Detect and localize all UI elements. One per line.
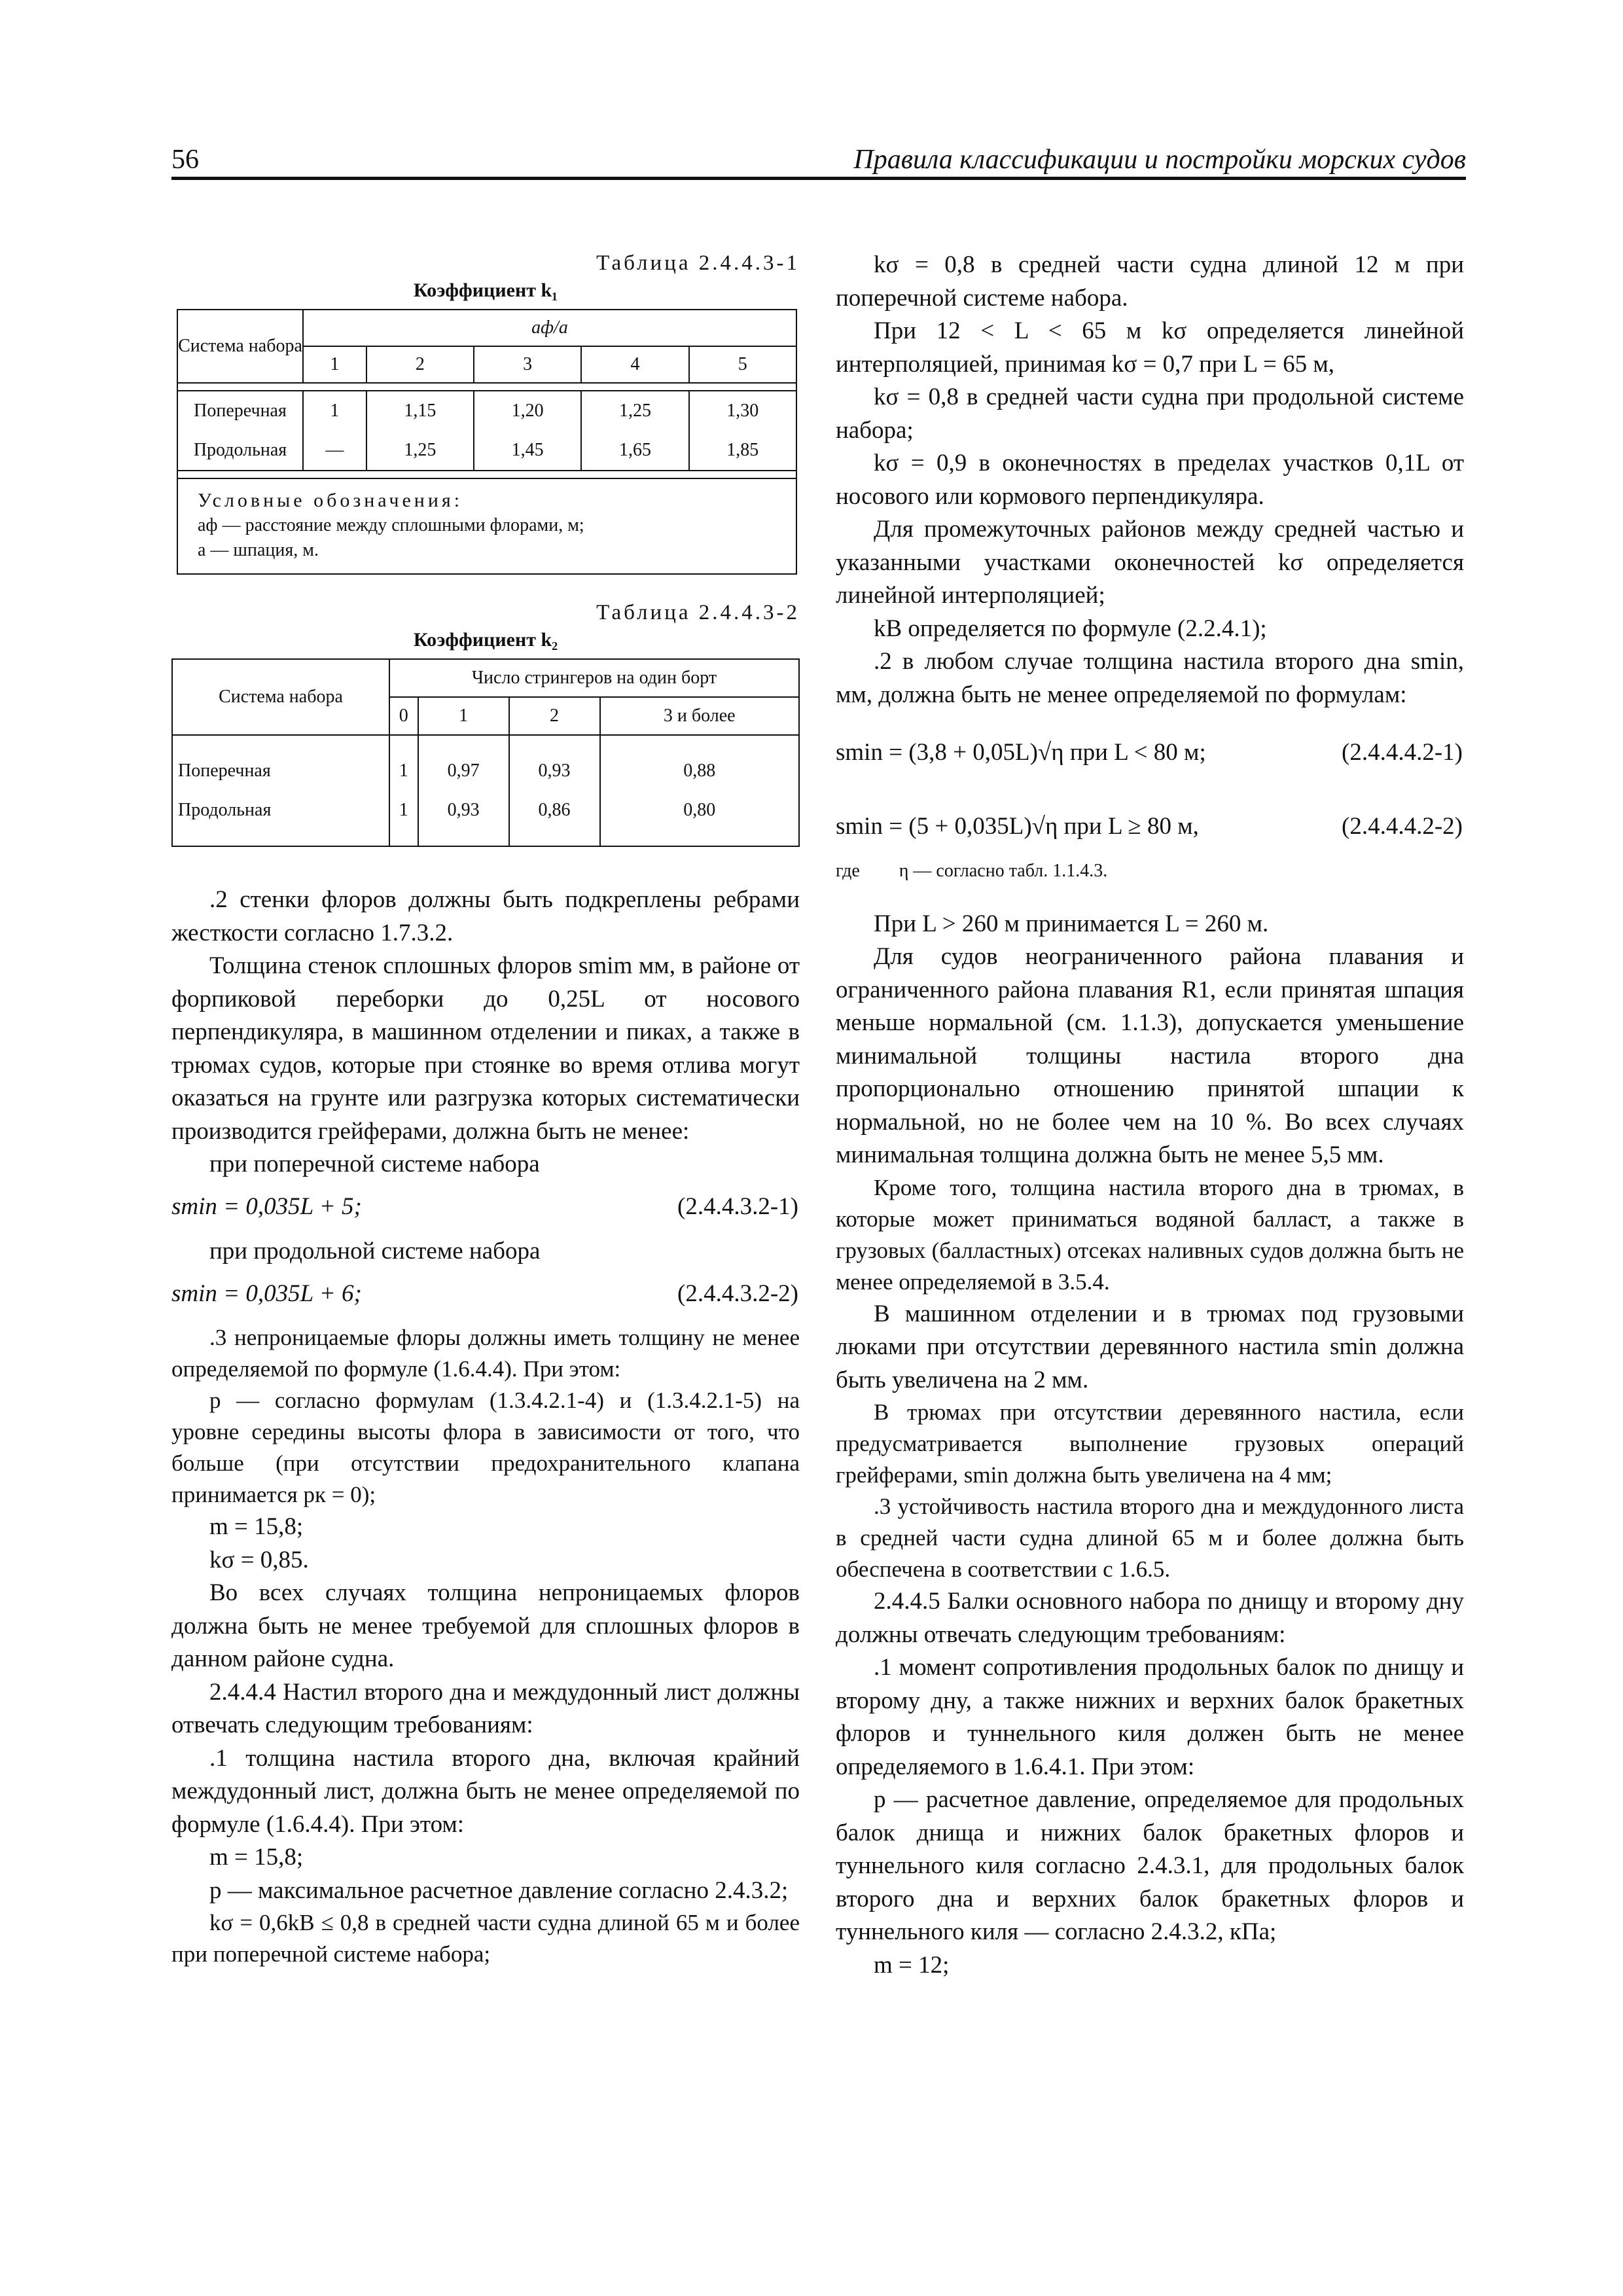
table1-legend bbox=[177, 478, 796, 574]
formula bbox=[171, 1278, 800, 1311]
table-row bbox=[177, 431, 796, 471]
formula-number: (2.4.4.3.2-2) bbox=[677, 1280, 798, 1307]
formula-number: (2.4.4.4.2-1) bbox=[1342, 739, 1463, 766]
table-row bbox=[172, 735, 799, 791]
legend-line: aф — расстояние между сплошными флорами, м; bbox=[198, 515, 584, 535]
page-number: 56 bbox=[171, 145, 199, 175]
formula-expression: smin = (3,8 + 0,05L)√η при L < 80 м; bbox=[836, 739, 1206, 766]
table2-colnum: 1 bbox=[418, 697, 509, 735]
table-cell: 0,86 bbox=[509, 791, 600, 846]
paragraph: .1 момент сопротивления продольных балок по днищу и второму дну, а также нижних и верхних балок бракетных флоров и туннельного киля должен быть не менее определяемого в 1.6.4.1. При этом: bbox=[836, 1654, 1464, 1780]
table2-header-stringers: Число стрингеров на один борт bbox=[389, 659, 799, 697]
paragraph: При 12 < L < 65 м kσ определяется линейной интерполяцией, принимая kσ = 0,7 при L = 65 м, bbox=[836, 317, 1464, 378]
legend-title: Условные обозначения: bbox=[198, 490, 463, 511]
table1-title: Коэффициент k₁ bbox=[413, 279, 558, 301]
table2-colnum: 0 bbox=[389, 697, 418, 735]
paragraph: .2 стенки флоров должны быть подкреплены ребрами жесткости согласно 1.7.3.2. bbox=[171, 886, 800, 946]
table-cell: 0,93 bbox=[509, 735, 600, 791]
left-column bbox=[171, 249, 800, 1970]
paragraph: .3 непроницаемые флоры должны иметь толщину не менее определяемой по формуле (1.6.4.4). При этом: bbox=[171, 1325, 800, 1382]
table-cell: 0,93 bbox=[418, 791, 509, 846]
paragraph: kσ = 0,8 в средней части судна при продольной системе набора; bbox=[836, 384, 1464, 444]
header-rule bbox=[171, 177, 1466, 180]
paragraph: p — расчетное давление, определяемое для продольных балок днища и нижних балок бракетных флоров и туннельного киля согласно 2.4.3.1, для продольных балок второго дна и верхних балок бракетных флоров и туннельного киля — согласно 2.4.3.2, кПа; bbox=[836, 1786, 1464, 1945]
table-cell: 1 bbox=[303, 391, 366, 431]
table2-coefficient-k2 bbox=[171, 658, 800, 847]
legend-line: a — шпация, м. bbox=[198, 540, 319, 560]
paragraph: 2.4.4.4 Настил второго дна и междудонный лист должны отвечать следующим требованиям: bbox=[171, 1678, 800, 1738]
paragraph: Кроме того, толщина настила второго дна в трюмах, в которые может приниматься водяной балласт, а также в грузовых (балластных) отсеках наливных судов должна быть не менее определяемой в 3.5.4. bbox=[836, 1174, 1464, 1295]
table2-row-name: Продольная bbox=[172, 791, 389, 846]
table2-title: Коэффициент k₂ bbox=[413, 629, 558, 651]
table1-row-name: Продольная bbox=[177, 431, 303, 471]
table1-header-ratio: aф/a bbox=[303, 310, 796, 346]
table-cell: 1,45 bbox=[474, 431, 581, 471]
where-word: где bbox=[836, 861, 860, 881]
paragraph: Для судов неограниченного района плавания и ограниченного района плавания R1, если принятая шпация меньше нормальной (см. 1.1.3), допускается уменьшение минимальной толщины настила второго дна пропорционально отношению принятой шпации к нормальной, но не более чем на 10 %. Во всех случаях минимальная толщина должна быть не менее 5,5 мм. bbox=[836, 943, 1464, 1168]
paragraph: Во всех случаях толщина непроницаемых флоров должна быть не менее требуемой для сплошных флоров в данном районе судна. bbox=[171, 1579, 800, 1672]
formula bbox=[836, 736, 1464, 770]
table1-label: Таблица 2.4.4.3-1 bbox=[596, 251, 800, 275]
formula-expression: smin = 0,035L + 6; bbox=[171, 1280, 362, 1307]
where-text: η — согласно табл. 1.1.4.3. bbox=[899, 861, 1108, 881]
table-cell: 1,15 bbox=[366, 391, 474, 431]
table1-colnum: 1 bbox=[303, 346, 366, 383]
table2-row-name: Поперечная bbox=[172, 735, 389, 791]
paragraph: Для промежуточных районов между средней частью и указанными участками оконечностей kσ определяется линейной интерполяцией; bbox=[836, 516, 1464, 609]
formula-expression: smin = (5 + 0,035L)√η при L ≥ 80 м, bbox=[836, 812, 1199, 840]
table1-row-name: Поперечная bbox=[177, 391, 303, 431]
table-cell: — bbox=[303, 431, 366, 471]
formula-expression: smin = 0,035L + 5; bbox=[171, 1193, 362, 1220]
paragraph: kσ = 0,8 в средней части судна длиной 12 м при поперечной системе набора. bbox=[836, 251, 1464, 312]
paragraph: .3 устойчивость настила второго дна и междудонного листа в средней части судна длиной 65 м и более должна быть обеспечена в соответствии с 1.6.5. bbox=[836, 1494, 1464, 1582]
paragraph: 2.4.4.5 Балки основного набора по днищу и второму дну должны отвечать следующим требованиям: bbox=[836, 1588, 1464, 1648]
paragraph: при поперечной системе набора bbox=[209, 1151, 540, 1177]
paragraph: kB определяется по формуле (2.2.4.1); bbox=[874, 615, 1267, 642]
where-note bbox=[836, 855, 1464, 888]
table-cell: 1,30 bbox=[689, 391, 796, 431]
table1-colnum: 3 bbox=[474, 346, 581, 383]
table-cell: 1 bbox=[389, 791, 418, 846]
table-cell: 1,25 bbox=[366, 431, 474, 471]
table-cell: 1,85 bbox=[689, 431, 796, 471]
table-cell: 0,80 bbox=[600, 791, 799, 846]
paragraph: m = 15,8; bbox=[209, 1844, 304, 1871]
table-row bbox=[177, 391, 796, 431]
formula bbox=[836, 810, 1464, 844]
running-title: Правила классификации и постройки морских судов bbox=[853, 145, 1466, 175]
table-cell: 1,25 bbox=[581, 391, 688, 431]
paragraph: m = 12; bbox=[874, 1951, 950, 1979]
paragraph: При L > 260 м принимается L = 260 м. bbox=[874, 910, 1269, 937]
table-cell: 0,97 bbox=[418, 735, 509, 791]
right-column bbox=[836, 249, 1464, 1982]
table-row bbox=[172, 791, 799, 846]
table1-coefficient-k1 bbox=[177, 309, 797, 575]
paragraph: kσ = 0,9 в оконечностях в пределах участков 0,1L от носового или кормового перпендикуляра. bbox=[836, 450, 1464, 510]
paragraph: kσ = 0,85. bbox=[209, 1546, 309, 1573]
formula-number: (2.4.4.3.2-1) bbox=[677, 1193, 798, 1220]
paragraph: kσ = 0,6kB ≤ 0,8 в средней части судна длиной 65 м и более при поперечной системе набора; bbox=[171, 1910, 800, 1967]
paragraph: .2 в любом случае толщина настила второго дна smin, мм, должна быть не менее определяемой по формулам: bbox=[836, 648, 1464, 708]
paragraph: Толщина стенок сплошных флоров smim мм, в районе от форпиковой переборки до 0,25L от носового перпендикуляра, в машинном отделении и пиках, а также в трюмах судов, которые при стоянке во время отлива могут оказаться на грунте или разгрузка которых систематически производится грейферами, должна быть не менее: bbox=[171, 952, 800, 1145]
paragraph: m = 15,8; bbox=[209, 1513, 304, 1540]
table-cell: 0,88 bbox=[600, 735, 799, 791]
table2-label: Таблица 2.4.4.3-2 bbox=[596, 601, 800, 624]
table1-colnum: 4 bbox=[581, 346, 688, 383]
table1-header-system: Система набора bbox=[177, 310, 303, 383]
formula bbox=[171, 1191, 800, 1224]
table-cell: 1 bbox=[389, 735, 418, 791]
table2-colnum: 2 bbox=[509, 697, 600, 735]
table1-colnum: 2 bbox=[366, 346, 474, 383]
formula-number: (2.4.4.4.2-2) bbox=[1342, 812, 1463, 840]
paragraph: В машинном отделении и в трюмах под грузовыми люками при отсутствии деревянного настила smin должна быть увеличена на 2 мм. bbox=[836, 1300, 1464, 1393]
table-cell: 1,20 bbox=[474, 391, 581, 431]
table-cell: 1,65 bbox=[581, 431, 688, 471]
paragraph: p — максимальное расчетное давление согласно 2.4.3.2; bbox=[209, 1876, 789, 1904]
table1-colnum: 5 bbox=[689, 346, 796, 383]
table2-header-system: Система набора bbox=[172, 659, 389, 735]
paragraph: p — согласно формулам (1.3.4.2.1-4) и (1.3.4.2.1-5) на уровне середины высоты флора в зависимости от того, что больше (при отсутствии предохранительного клапана принимается pк = 0); bbox=[171, 1388, 800, 1507]
table2-colnum: 3 и более bbox=[600, 697, 799, 735]
paragraph: .1 толщина настила второго дна, включая крайний междудонный лист, должна быть не менее определяемой по формуле (1.6.4.4). При этом: bbox=[171, 1744, 800, 1838]
paragraph: при продольной системе набора bbox=[209, 1238, 541, 1265]
paragraph: В трюмах при отсутствии деревянного настила, если предусматривается выполнение грузовых операций грейферами, smin должна быть увеличена на 4 мм; bbox=[836, 1399, 1464, 1488]
